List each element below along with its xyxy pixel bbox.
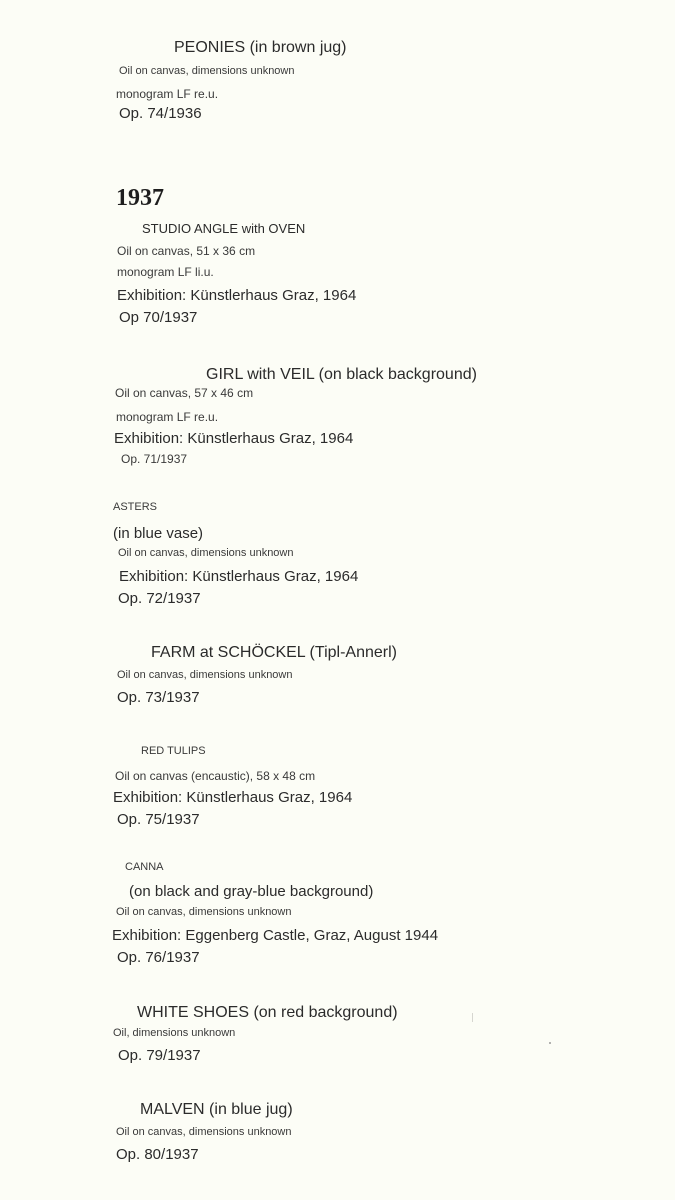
entry-opus: Op. 80/1937 [116,1146,199,1163]
scan-speck [549,1042,551,1044]
entry-opus: Op 70/1937 [119,309,198,326]
entry-medium: Oil on canvas, 57 x 46 cm [115,386,254,400]
entry-medium: Oil on canvas (encaustic), 58 x 48 cm [115,769,316,783]
entry-opus: Op. 73/1937 [117,689,200,706]
entry-medium: Oil on canvas, dimensions unknown [117,669,293,681]
entry-title: RED TULIPS [141,745,206,757]
entry-title: PEONIES (in brown jug) [174,39,347,56]
entry-signature: monogram LF li.u. [117,265,214,279]
entry-opus: Op. 75/1937 [117,811,200,828]
entry-title: GIRL with VEIL (on black background) [206,366,477,383]
entry-exhibition: Exhibition: Künstlerhaus Graz, 1964 [114,430,354,447]
entry-exhibition: Exhibition: Künstlerhaus Graz, 1964 [117,287,357,304]
entry-medium: Oil on canvas, 51 x 36 cm [117,244,256,258]
entry-title: CANNA [125,861,164,873]
entry-medium: Oil on canvas, dimensions unknown [119,65,295,77]
entry-opus: Op. 72/1937 [118,590,201,607]
entry-subtitle: (on black and gray-blue background) [129,883,374,900]
entry-title: STUDIO ANGLE with OVEN [142,221,306,236]
year-heading: 1937 [116,185,164,211]
entry-medium: Oil on canvas, dimensions unknown [116,1126,292,1138]
entry-subtitle: (in blue vase) [113,525,204,542]
entry-opus: Op. 71/1937 [121,452,188,466]
entry-opus: Op. 79/1937 [118,1047,201,1064]
entry-signature: monogram LF re.u. [116,410,219,424]
entry-exhibition: Exhibition: Künstlerhaus Graz, 1964 [119,568,359,585]
entry-medium: Oil, dimensions unknown [113,1027,236,1039]
entry-title: WHITE SHOES (on red background) [137,1004,398,1021]
entry-signature: monogram LF re.u. [116,87,219,101]
entry-opus: Op. 76/1937 [117,949,200,966]
entry-medium: Oil on canvas, dimensions unknown [116,906,292,918]
entry-title: FARM at SCHÖCKEL (Tipl-Annerl) [151,644,397,661]
entry-exhibition: Exhibition: Eggenberg Castle, Graz, August 1944 [112,927,439,944]
entry-title: MALVEN (in blue jug) [140,1101,293,1118]
entry-opus: Op. 74/1936 [119,105,202,122]
scan-speck [472,1013,473,1022]
entry-medium: Oil on canvas, dimensions unknown [118,547,294,559]
entry-title: ASTERS [113,501,158,513]
entry-exhibition: Exhibition: Künstlerhaus Graz, 1964 [113,789,353,806]
